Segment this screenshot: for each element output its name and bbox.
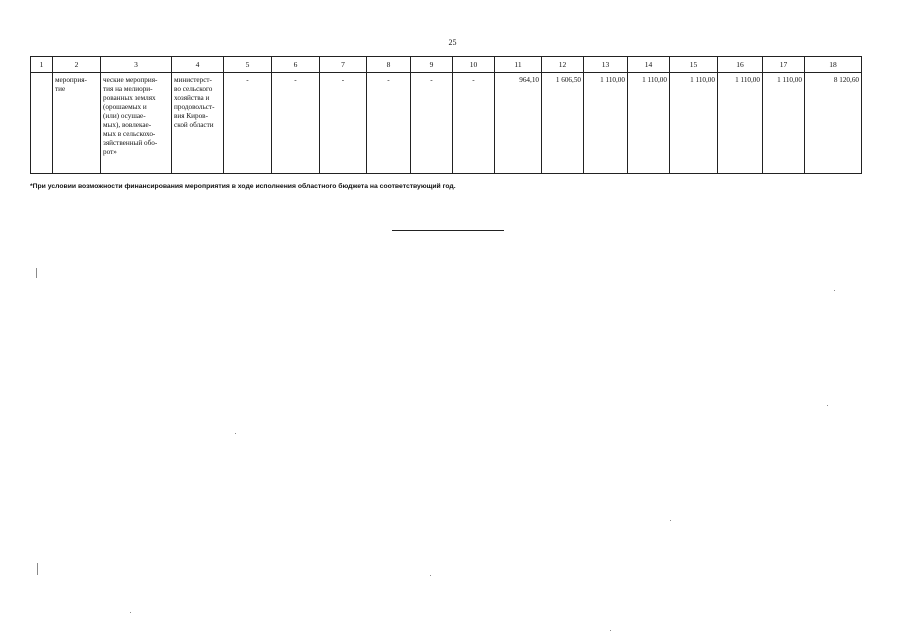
cell-col-13: 1 110,00 [584, 73, 628, 174]
footnote: *При условии возможности финансирования мероприятия в ходе исполнения областного бюджета на соответствующий год. [30, 183, 456, 190]
column-header-17: 17 [763, 57, 805, 73]
column-header-9: 9 [411, 57, 453, 73]
column-header-4: 4 [172, 57, 224, 73]
column-header-6: 6 [272, 57, 320, 73]
end-of-document-line [392, 230, 504, 231]
cell-col-18-total: 8 120,60 [805, 73, 862, 174]
cell-measure-name: ческие мероприя- тия на мелиори- рованных землях (орошаемых и (или) осушае- мых), вовлекае- мых в сельскохо- зяйственный обо- рот» [101, 73, 172, 174]
cell-col-9: - [411, 73, 453, 174]
cell-col-6: - [272, 73, 320, 174]
scan-speck [430, 575, 431, 576]
scan-speck [827, 405, 828, 406]
cell-col-16: 1 110,00 [718, 73, 763, 174]
header-row [31, 57, 862, 73]
column-header-8: 8 [367, 57, 411, 73]
scan-speck [834, 290, 835, 291]
column-header-13: 13 [584, 57, 628, 73]
column-header-12: 12 [542, 57, 584, 73]
page-number: 25 [448, 38, 457, 47]
column-header-10: 10 [453, 57, 495, 73]
table-row [31, 73, 862, 174]
cell-col-11: 964,10 [495, 73, 542, 174]
cell-col-7: - [320, 73, 367, 174]
cell-col-15: 1 110,00 [670, 73, 718, 174]
scan-speck [670, 520, 671, 521]
column-header-18: 18 [805, 57, 862, 73]
scan-speck [610, 630, 611, 631]
budget-table [30, 56, 862, 174]
column-header-1: 1 [31, 57, 53, 73]
scan-speck [36, 268, 37, 278]
cell-col-8: - [367, 73, 411, 174]
cell-col-14: 1 110,00 [628, 73, 670, 174]
scan-speck [235, 433, 236, 434]
cell-col-12: 1 606,50 [542, 73, 584, 174]
cell-col-5: - [224, 73, 272, 174]
column-header-16: 16 [718, 57, 763, 73]
column-header-14: 14 [628, 57, 670, 73]
cell-col-17: 1 110,00 [763, 73, 805, 174]
column-header-11: 11 [495, 57, 542, 73]
cell-row-number [31, 73, 53, 174]
scan-speck [37, 563, 38, 575]
column-header-15: 15 [670, 57, 718, 73]
column-header-5: 5 [224, 57, 272, 73]
column-header-3: 3 [101, 57, 172, 73]
cell-col-10: - [453, 73, 495, 174]
column-header-7: 7 [320, 57, 367, 73]
cell-status: мероприя- тие [53, 73, 101, 174]
scan-speck [130, 612, 131, 613]
cell-executor: министерст- во сельского хозяйства и продовольст- вия Киров- ской области [172, 73, 224, 174]
column-header-2: 2 [53, 57, 101, 73]
